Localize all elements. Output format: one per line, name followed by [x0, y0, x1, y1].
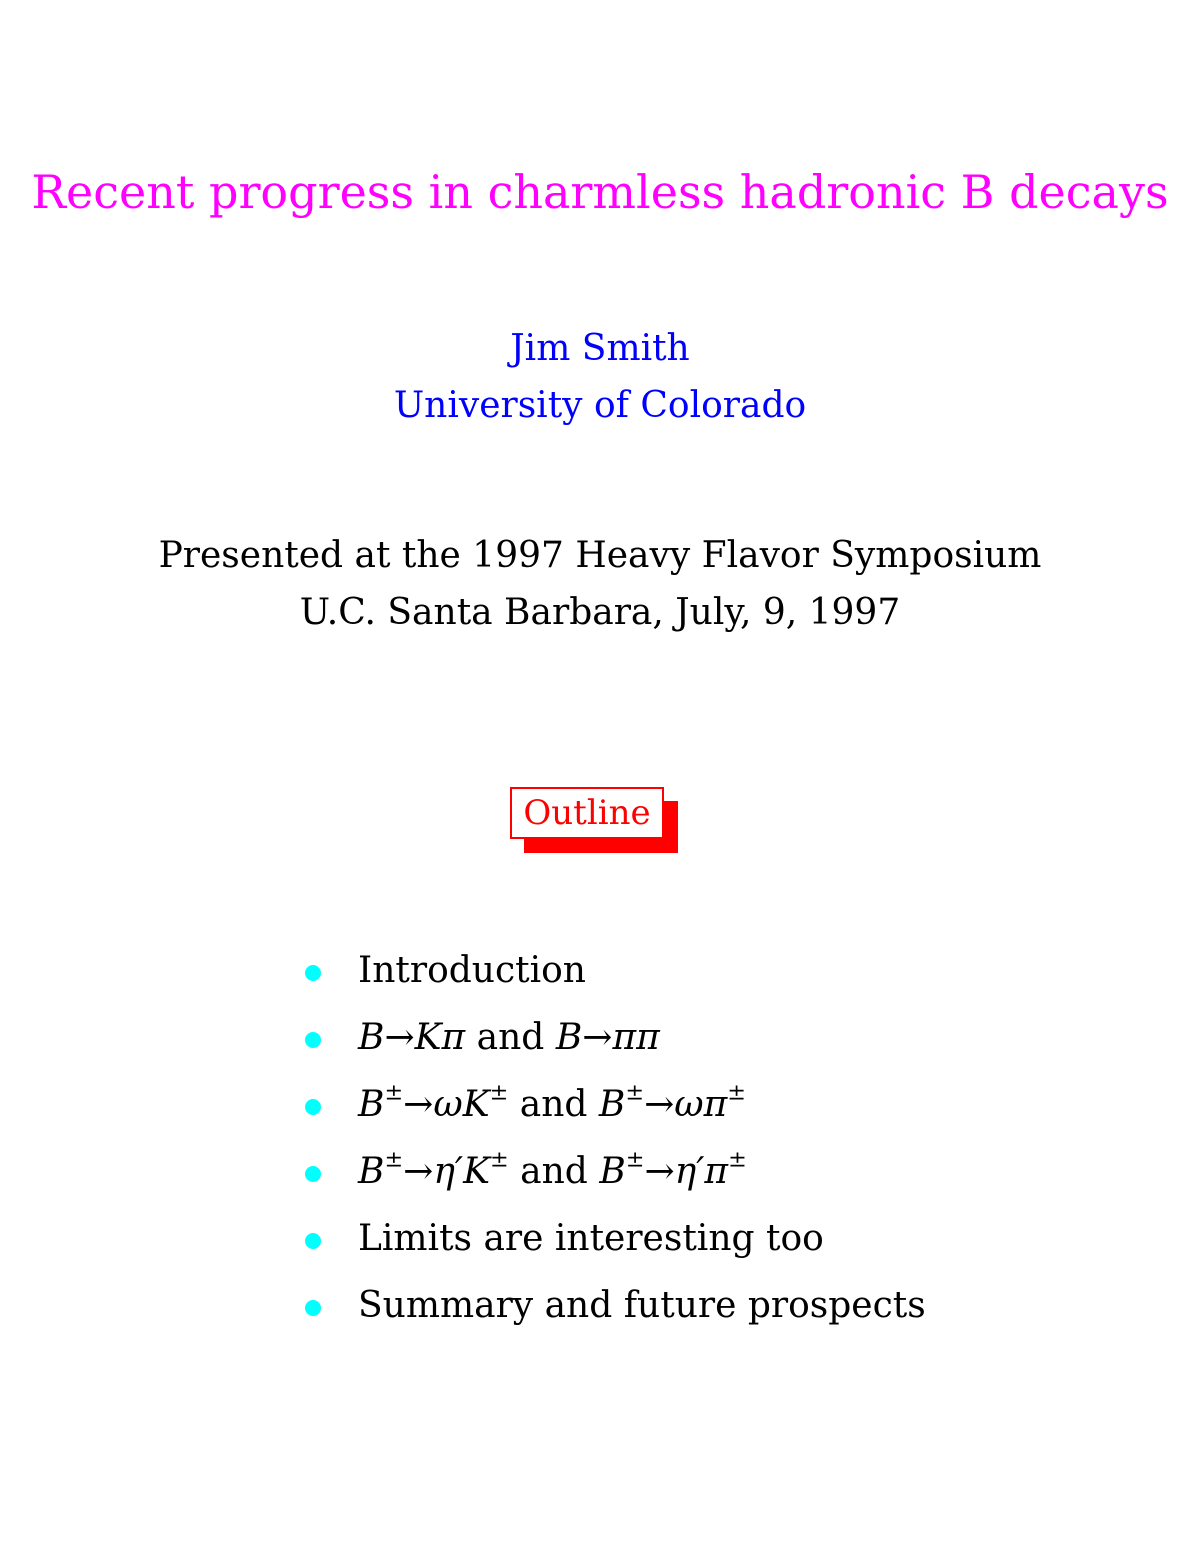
- outline-label: Outline: [510, 787, 664, 839]
- list-item: [305, 942, 1005, 1009]
- list-item-text: Introduction: [358, 950, 586, 991]
- list-item-text: Limits are interesting too: [358, 1218, 824, 1259]
- list-item: [305, 1143, 1005, 1210]
- outline-heading: [510, 787, 678, 853]
- list-item-text: B±→η′K± and B±→η′π±: [358, 1146, 747, 1192]
- bullet-icon: [305, 1233, 321, 1249]
- bullet-icon: [305, 1032, 321, 1048]
- page-title: Recent progress in charmless hadronic B decays: [31, 165, 1169, 219]
- author-affiliation: University of Colorado: [393, 385, 807, 426]
- presentation-venue: Presented at the 1997 Heavy Flavor Symposium: [158, 535, 1042, 576]
- list-item-text: B±→ωK± and B±→ωπ±: [358, 1079, 746, 1125]
- presentation-date: U.C. Santa Barbara, July, 9, 1997: [299, 592, 901, 633]
- author-name: Jim Smith: [510, 328, 690, 369]
- bullet-icon: [305, 1166, 321, 1182]
- list-item: [305, 1009, 1005, 1076]
- list-item: [305, 1076, 1005, 1143]
- outline-list: [305, 942, 1005, 1344]
- list-item: [305, 1210, 1005, 1277]
- bullet-icon: [305, 1099, 321, 1115]
- bullet-icon: [305, 1300, 321, 1316]
- list-item: [305, 1277, 1005, 1344]
- list-item-text: Summary and future prospects: [358, 1285, 926, 1326]
- list-item-text: B→Kπ and B→ππ: [358, 1017, 660, 1058]
- bullet-icon: [305, 965, 321, 981]
